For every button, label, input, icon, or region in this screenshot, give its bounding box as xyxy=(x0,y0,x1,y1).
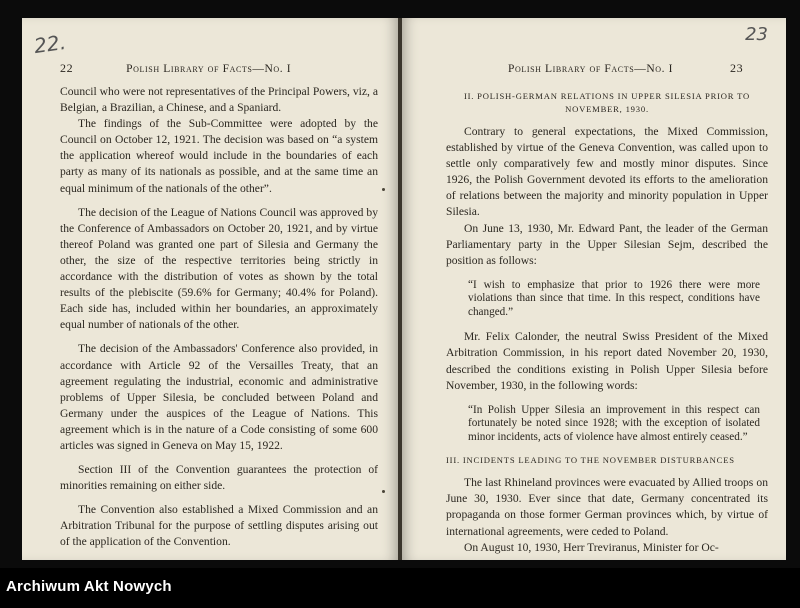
left-paragraph: The decision of the Ambassadors' Conference also provided, in accordance with Article 92 of the Versailles Treaty, that an agreement regulating the industrial, economic and administrative problems of Upper Silesia, be concluded between Poland and Germany under the auspices of the League of Nations. This agreement which is in the nature of a Code consisting of some 600 articles was signed in Geneva on May 15, 1922. xyxy=(60,342,378,452)
right-body-text xyxy=(446,88,768,556)
staple-mark xyxy=(382,490,385,493)
handwritten-page-number-left: 22. xyxy=(32,29,68,59)
archive-watermark-label: Archiwum Akt Nowych xyxy=(6,578,172,595)
right-paragraph: The last Rhineland provinces were evacuated by Allied troops on June 30, 1930. Ever since that date, Germany concentrated its propaganda on those former German provinces which, by virtue of international agreements, were ceded to Poland. xyxy=(446,476,768,538)
right-page xyxy=(402,18,786,560)
right-page-number: 23 xyxy=(730,61,744,75)
right-running-title: Polish Library of Facts—No. I xyxy=(508,63,674,75)
left-running-title: Polish Library of Facts—No. I xyxy=(126,63,292,75)
left-paragraph: The findings of the Sub-Committee were adopted by the Council on October 12, 1921. The decision was based on “a system the application whereof would include in the boundaries of each party as many of its nationals as possible, and at the same time an equal minimum of the nationals of the other”. xyxy=(60,117,378,195)
section-heading: II. POLISH-GERMAN RELATIONS IN UPPER SILESIA PRIOR TO NOVEMBER, 1930. xyxy=(463,91,751,114)
right-paragraph: On August 10, 1930, Herr Treviranus, Minister for Oc- xyxy=(464,540,719,554)
left-paragraph: The decision of the League of Nations Council was approved by the Conference of Ambassadors on October 20, 1921, and by virtue thereof Poland was granted one part of Silesia and Germany the other, the size of the respective territories being strictly in accordance with the distribution of votes as shown by the total results of the plebiscite (59.6% for Germany; 40.4% for Poland). Each side has, included within her boundaries, an approximately equal number of nationals of the other. xyxy=(60,205,378,332)
left-paragraph: Council who were not representatives of the Principal Powers, viz, a Belgian, a Brazilian, a Chinese, and a Spaniard. xyxy=(60,85,378,115)
left-paragraph: The Convention also established a Mixed Commission and an Arbitration Tribunal for the purpose of settling disputes arising out of the application of the Convention. xyxy=(60,503,378,549)
section-heading: III. INCIDENTS LEADING TO THE NOVEMBER DISTURBANCES xyxy=(446,455,735,466)
left-running-header xyxy=(60,61,291,76)
staple-mark xyxy=(382,188,385,191)
left-body-text xyxy=(60,84,378,551)
block-quote: “I wish to emphasize that prior to 1926 there were more violations than since that time. In this respect, conditions have changed.” xyxy=(468,278,760,318)
left-paragraph: Section III of the Convention guarantees the protection of minorities remaining on either side. xyxy=(60,463,378,493)
right-running-header xyxy=(508,61,743,76)
right-paragraph: On June 13, 1930, Mr. Edward Pant, the leader of the German Parliamentary party in the Upper Silesian Sejm, described the position as follows: xyxy=(446,221,768,267)
handwritten-page-number-right: 23 xyxy=(745,24,768,45)
block-quote: “In Polish Upper Silesia an improvement in this respect can fortunately be noted since 1928; with the exception of isolated minor incidents, acts of violence have almost entirely ceased.” xyxy=(468,403,760,443)
left-page-number: 22 xyxy=(60,61,74,75)
right-paragraph: Contrary to general expectations, the Mixed Commission, established by virtue of the Geneva Convention, was called upon to settle only comparatively few and mostly minor disputes. Since 1926, the Polish Government devoted its efforts to the amelioration of relations between the majority and minority population in Upper Silesia. xyxy=(446,125,768,219)
left-page xyxy=(22,18,398,560)
right-paragraph: Mr. Felix Calonder, the neutral Swiss President of the Mixed Arbitration Commission, in his report dated November 20, 1930, described the conditions existing in Polish Upper Silesia before November, 1930, in the following words: xyxy=(446,330,768,392)
